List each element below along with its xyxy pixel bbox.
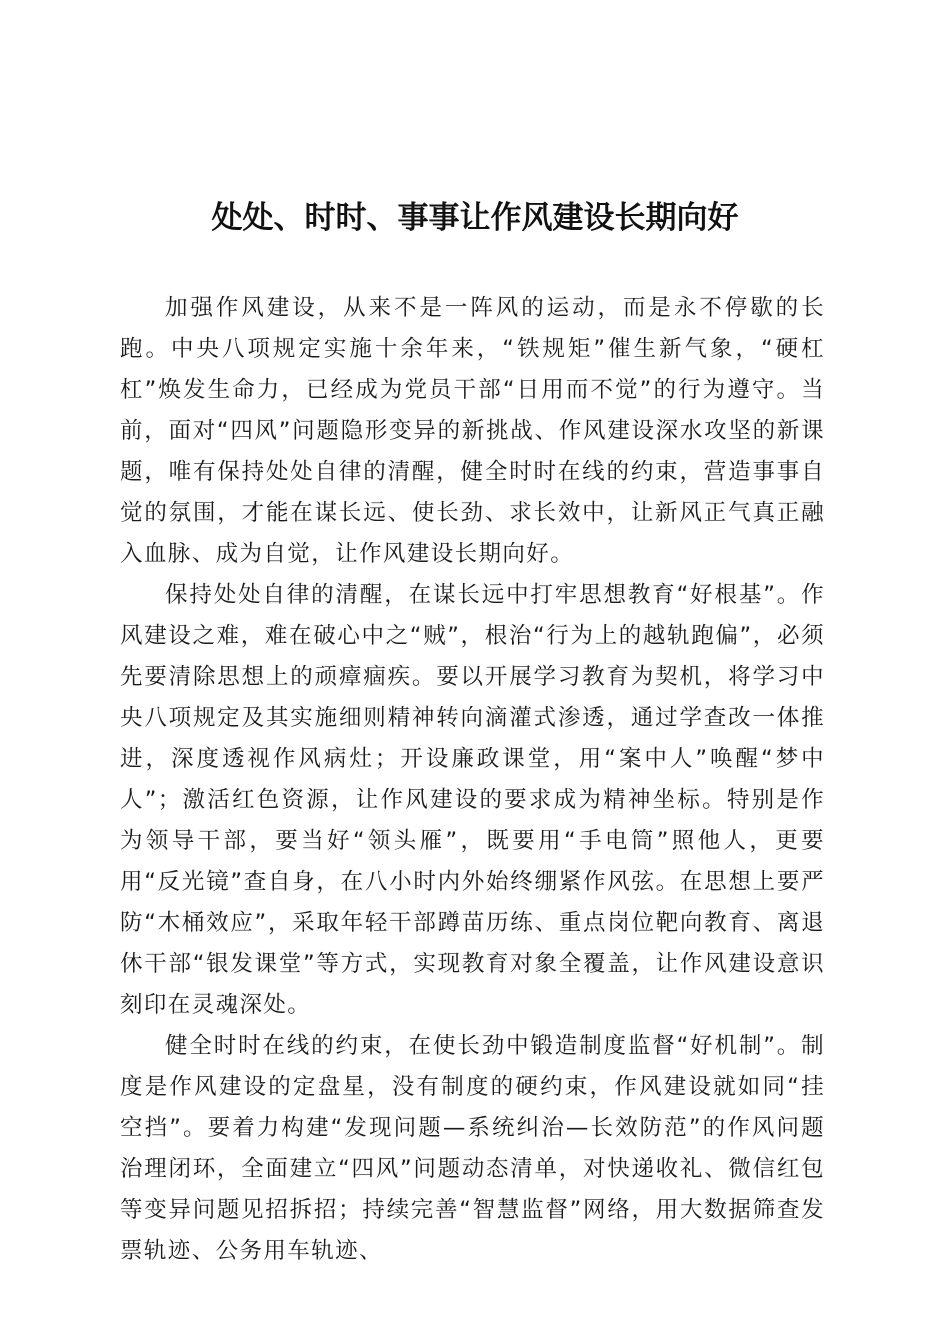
paragraph-3: 健全时时在线的约束，在使长劲中锻造制度监督“好机制”。制度是作风建设的定盘星，没有制度的硬约束，作风建设就如同“挂空挡”。要着力构建“发现问题—系统纠治—长效防范”的作风问题治理闭环，全面建立“四风”问题动态清单，对快递收礼、微信红包等变异问题见招拆招；持续完善“智慧监督”网络，用大数据筛查发票轨迹、公务用车轨迹、 xyxy=(120,1033,825,1264)
document-body xyxy=(120,288,825,1272)
document-title: 处处、时时、事事让作风建设长期向好 xyxy=(211,200,739,236)
paragraph-1: 加强作风建设，从来不是一阵风的运动，而是永不停歇的长跑。中央八项规定实施十余年来，“铁规矩”催生新气象，“硬杠杠”焕发生命力，已经成为党员干部“日用而不觉”的行为遵守。当前，面对“四风”问题隐形变异的新挑战、作风建设深水攻坚的新课题，唯有保持处处自律的清醒，健全时时在线的约束，营造事事自觉的氛围，才能在谋长远、使长劲、求长效中，让新风正气真正融入血脉、成为自觉，让作风建设长期向好。 xyxy=(120,295,825,567)
paragraph-2: 保持处处自律的清醒，在谋长远中打牢思想教育“好根基”。作风建设之难，难在破心中之“贼”，根治“行为上的越轨跑偏”，必须先要清除思想上的顽瘴痼疾。要以开展学习教育为契机，将学习中央八项规定及其实施细则精神转向滴灌式渗透，通过学查改一体推进，深度透视作风病灶；开设廉政课堂，用“案中人”唤醒“梦中人”；激活红色资源，让作风建设的要求成为精神坐标。特别是作为领导干部，要当好“领头雁”，既要用“手电筒”照他人，更要用“反光镜”查自身，在八小时内外始终绷紧作风弦。在思想上要严防“木桶效应”，采取年轻干部蹲苗历练、重点岗位靶向教育、离退休干部“银发课堂”等方式，实现教育对象全覆盖，让作风建设意识刻印在灵魂深处。 xyxy=(120,582,825,1018)
